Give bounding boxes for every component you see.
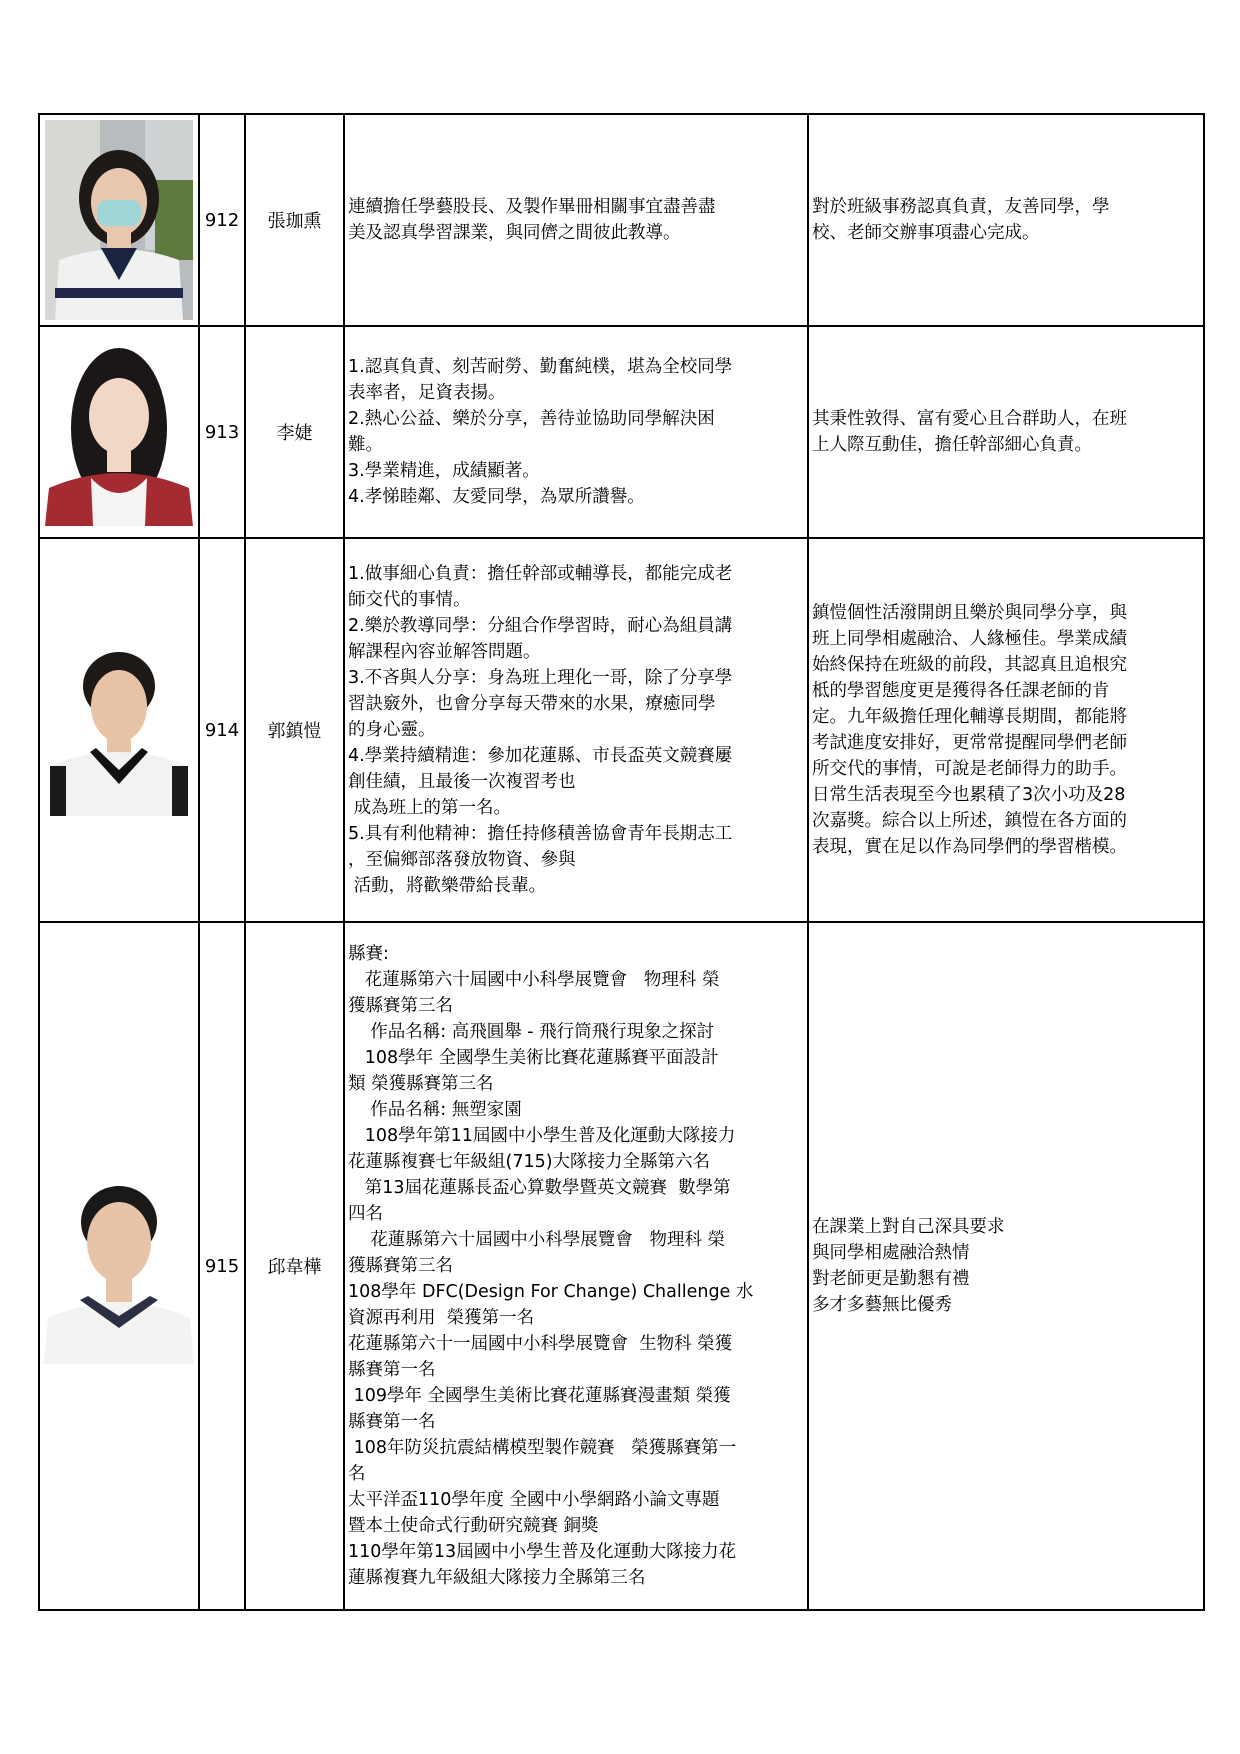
deeds-cell — [344, 922, 808, 1610]
deeds-line: 108學年 DFC(Design For Change) Challenge 水 — [348, 1282, 754, 1302]
deeds-line: 第13屆花蓮縣長盃心算數學暨英文競賽 數學第 — [348, 1178, 731, 1198]
student-photo — [45, 120, 193, 320]
deeds-line: 創佳績，且最後一次複習考也 — [348, 772, 576, 792]
student-photo-cell — [39, 326, 199, 538]
deeds-line: 難。 — [348, 435, 383, 455]
deeds-line: 連續擔任學藝股長、及製作畢冊相關事宜盡善盡 — [348, 197, 716, 217]
deeds-line: 的身心靈。 — [348, 720, 436, 740]
deeds-line: 獲縣賽第三名 — [348, 996, 453, 1016]
student-photo-cell — [39, 114, 199, 326]
table-row — [39, 538, 1204, 922]
deeds-line: 花蓮縣第六十屆國中小科學展覽會 物理科 榮 — [348, 1230, 726, 1250]
deeds-line: 美及認真學習課業，與同儕之間彼此教導。 — [348, 223, 681, 243]
deeds-cell — [344, 538, 808, 922]
deeds-line: 1.認真負責、刻苦耐勞、勤奮純樸，堪為全校同學 — [348, 357, 733, 377]
deeds-line: 成為班上的第一名。 — [348, 798, 512, 818]
deeds-line: 解課程內容並解答問題。 — [348, 642, 541, 662]
evaluation-line: 校、老師交辦事項盡心完成。 — [812, 223, 1040, 243]
evaluation-cell — [808, 114, 1204, 326]
student-photo — [50, 644, 188, 816]
evaluation-line: 定。九年級擔任理化輔導長期間，都能將 — [812, 707, 1127, 727]
deeds-line: 3.學業精進，成績顯著。 — [348, 461, 540, 481]
evaluation-line: 日常生活表現至今也累積了3次小功及28 — [812, 785, 1126, 805]
evaluation-line: 在課業上對自己深具要求 — [812, 1217, 1005, 1237]
deeds-line: 1.做事細心負責：擔任幹部或輔導長，都能完成老 — [348, 564, 733, 584]
evaluation-line: 鎮愷個性活潑開朗且樂於與同學分享，與 — [812, 603, 1127, 623]
deeds-line: 暨本土使命式行動研究競賽 銅獎 — [348, 1516, 599, 1536]
deeds-line: 表率者，足資表揚。 — [348, 383, 506, 403]
deeds-line: 習訣竅外，也會分享每天帶來的水果，療癒同學 — [348, 694, 716, 714]
class-number: 912 — [199, 114, 245, 326]
evaluation-line: 表現，實在足以作為同學們的學習楷模。 — [812, 837, 1127, 857]
deeds-line: 蓮縣複賽九年級組大隊接力全縣第三名 — [348, 1568, 646, 1588]
student-name: 郭鎮愷 — [245, 538, 344, 922]
student-photo — [44, 1168, 194, 1364]
class-number: 915 — [199, 922, 245, 1610]
deeds-line: 作品名稱: 高飛圓舉 - 飛行筒飛行現象之探討 — [348, 1022, 715, 1042]
table-row — [39, 326, 1204, 538]
table-row — [39, 922, 1204, 1610]
evaluation-line: 對老師更是勤懇有禮 — [812, 1269, 970, 1289]
class-number: 914 — [199, 538, 245, 922]
deeds-line: 獲縣賽第三名 — [348, 1256, 453, 1276]
student-photo — [45, 338, 193, 526]
evaluation-cell — [808, 538, 1204, 922]
deeds-line: 108學年 全國學生美術比賽花蓮縣賽平面設計 — [348, 1048, 719, 1068]
deeds-line: 名 — [348, 1464, 366, 1484]
deeds-line: 縣賽: — [348, 944, 389, 964]
deeds-line: 類 榮獲縣賽第三名 — [348, 1074, 494, 1094]
deeds-line: 花蓮縣第六十一屆國中小科學展覽會 生物科 榮獲 — [348, 1334, 733, 1354]
evaluation-line: 對於班級事務認真負責，友善同學，學 — [812, 197, 1110, 217]
deeds-line: 四名 — [348, 1204, 383, 1224]
deeds-line: ，至偏鄉部落發放物資、參與 — [348, 850, 576, 870]
deeds-line: 花蓮縣第六十屆國中小科學展覽會 物理科 榮 — [348, 970, 720, 990]
evaluation-line: 班上同學相處融洽、人緣極佳。學業成績 — [812, 629, 1127, 649]
evaluation-line: 與同學相處融洽熱情 — [812, 1243, 970, 1263]
deeds-line: 5.具有利他精神：擔任持修積善協會青年長期志工 — [348, 824, 733, 844]
deeds-line: 縣賽第一名 — [348, 1360, 436, 1380]
evaluation-line: 所交代的事情，可說是老師得力的助手。 — [812, 759, 1127, 779]
deeds-line: 縣賽第一名 — [348, 1412, 436, 1432]
evaluation-line: 始終保持在班級的前段，其認真且追根究 — [812, 655, 1127, 675]
student-name: 李婕 — [245, 326, 344, 538]
evaluation-line: 柢的學習態度更是獲得各任課老師的肯 — [812, 681, 1110, 701]
evaluation-cell — [808, 922, 1204, 1610]
student-photo-cell — [39, 922, 199, 1610]
student-name: 張珈熏 — [245, 114, 344, 326]
class-number: 913 — [199, 326, 245, 538]
evaluation-line: 次嘉獎。綜合以上所述，鎮愷在各方面的 — [812, 811, 1127, 831]
deeds-line: 花蓮縣複賽七年級組(715)大隊接力全縣第六名 — [348, 1152, 711, 1172]
deeds-line: 資源再利用 榮獲第一名 — [348, 1308, 535, 1328]
deeds-line: 4.孝悌睦鄰、友愛同學，為眾所讚譽。 — [348, 487, 645, 507]
deeds-cell — [344, 326, 808, 538]
deeds-line: 4.學業持續精進：參加花蓮縣、市長盃英文競賽屢 — [348, 746, 733, 766]
evaluation-line: 上人際互動佳，擔任幹部細心負責。 — [812, 435, 1092, 455]
deeds-line: 2.樂於教導同學：分組合作學習時，耐心為組員講 — [348, 616, 733, 636]
evaluation-cell — [808, 326, 1204, 538]
student-photo-cell — [39, 538, 199, 922]
deeds-cell — [344, 114, 808, 326]
evaluation-line: 多才多藝無比優秀 — [812, 1295, 952, 1315]
deeds-line: 109學年 全國學生美術比賽花蓮縣賽漫畫類 榮獲 — [348, 1386, 731, 1406]
deeds-line: 110學年第13屆國中小學生普及化運動大隊接力花 — [348, 1542, 737, 1562]
evaluation-line: 其秉性敦得、富有愛心且合群助人，在班 — [812, 409, 1127, 429]
deeds-line: 太平洋盃110學年度 全國中小學網路小論文專題 — [348, 1490, 720, 1510]
deeds-line: 3.不吝與人分享：身為班上理化一哥，除了分享學 — [348, 668, 733, 688]
table-row — [39, 114, 1204, 326]
student-roster-table — [38, 113, 1205, 1611]
evaluation-line: 考試進度安排好，更常常提醒同學們老師 — [812, 733, 1127, 753]
deeds-line: 2.熱心公益、樂於分享，善待並協助同學解決困 — [348, 409, 715, 429]
deeds-line: 作品名稱: 無塑家園 — [348, 1100, 522, 1120]
deeds-line: 108學年第11屆國中小學生普及化運動大隊接力 — [348, 1126, 736, 1146]
student-name: 邱韋樺 — [245, 922, 344, 1610]
deeds-line: 師交代的事情。 — [348, 590, 471, 610]
deeds-line: 108年防災抗震結構模型製作競賽 榮獲縣賽第一 — [348, 1438, 737, 1458]
deeds-line: 活動，將歡樂帶給長輩。 — [348, 876, 547, 896]
